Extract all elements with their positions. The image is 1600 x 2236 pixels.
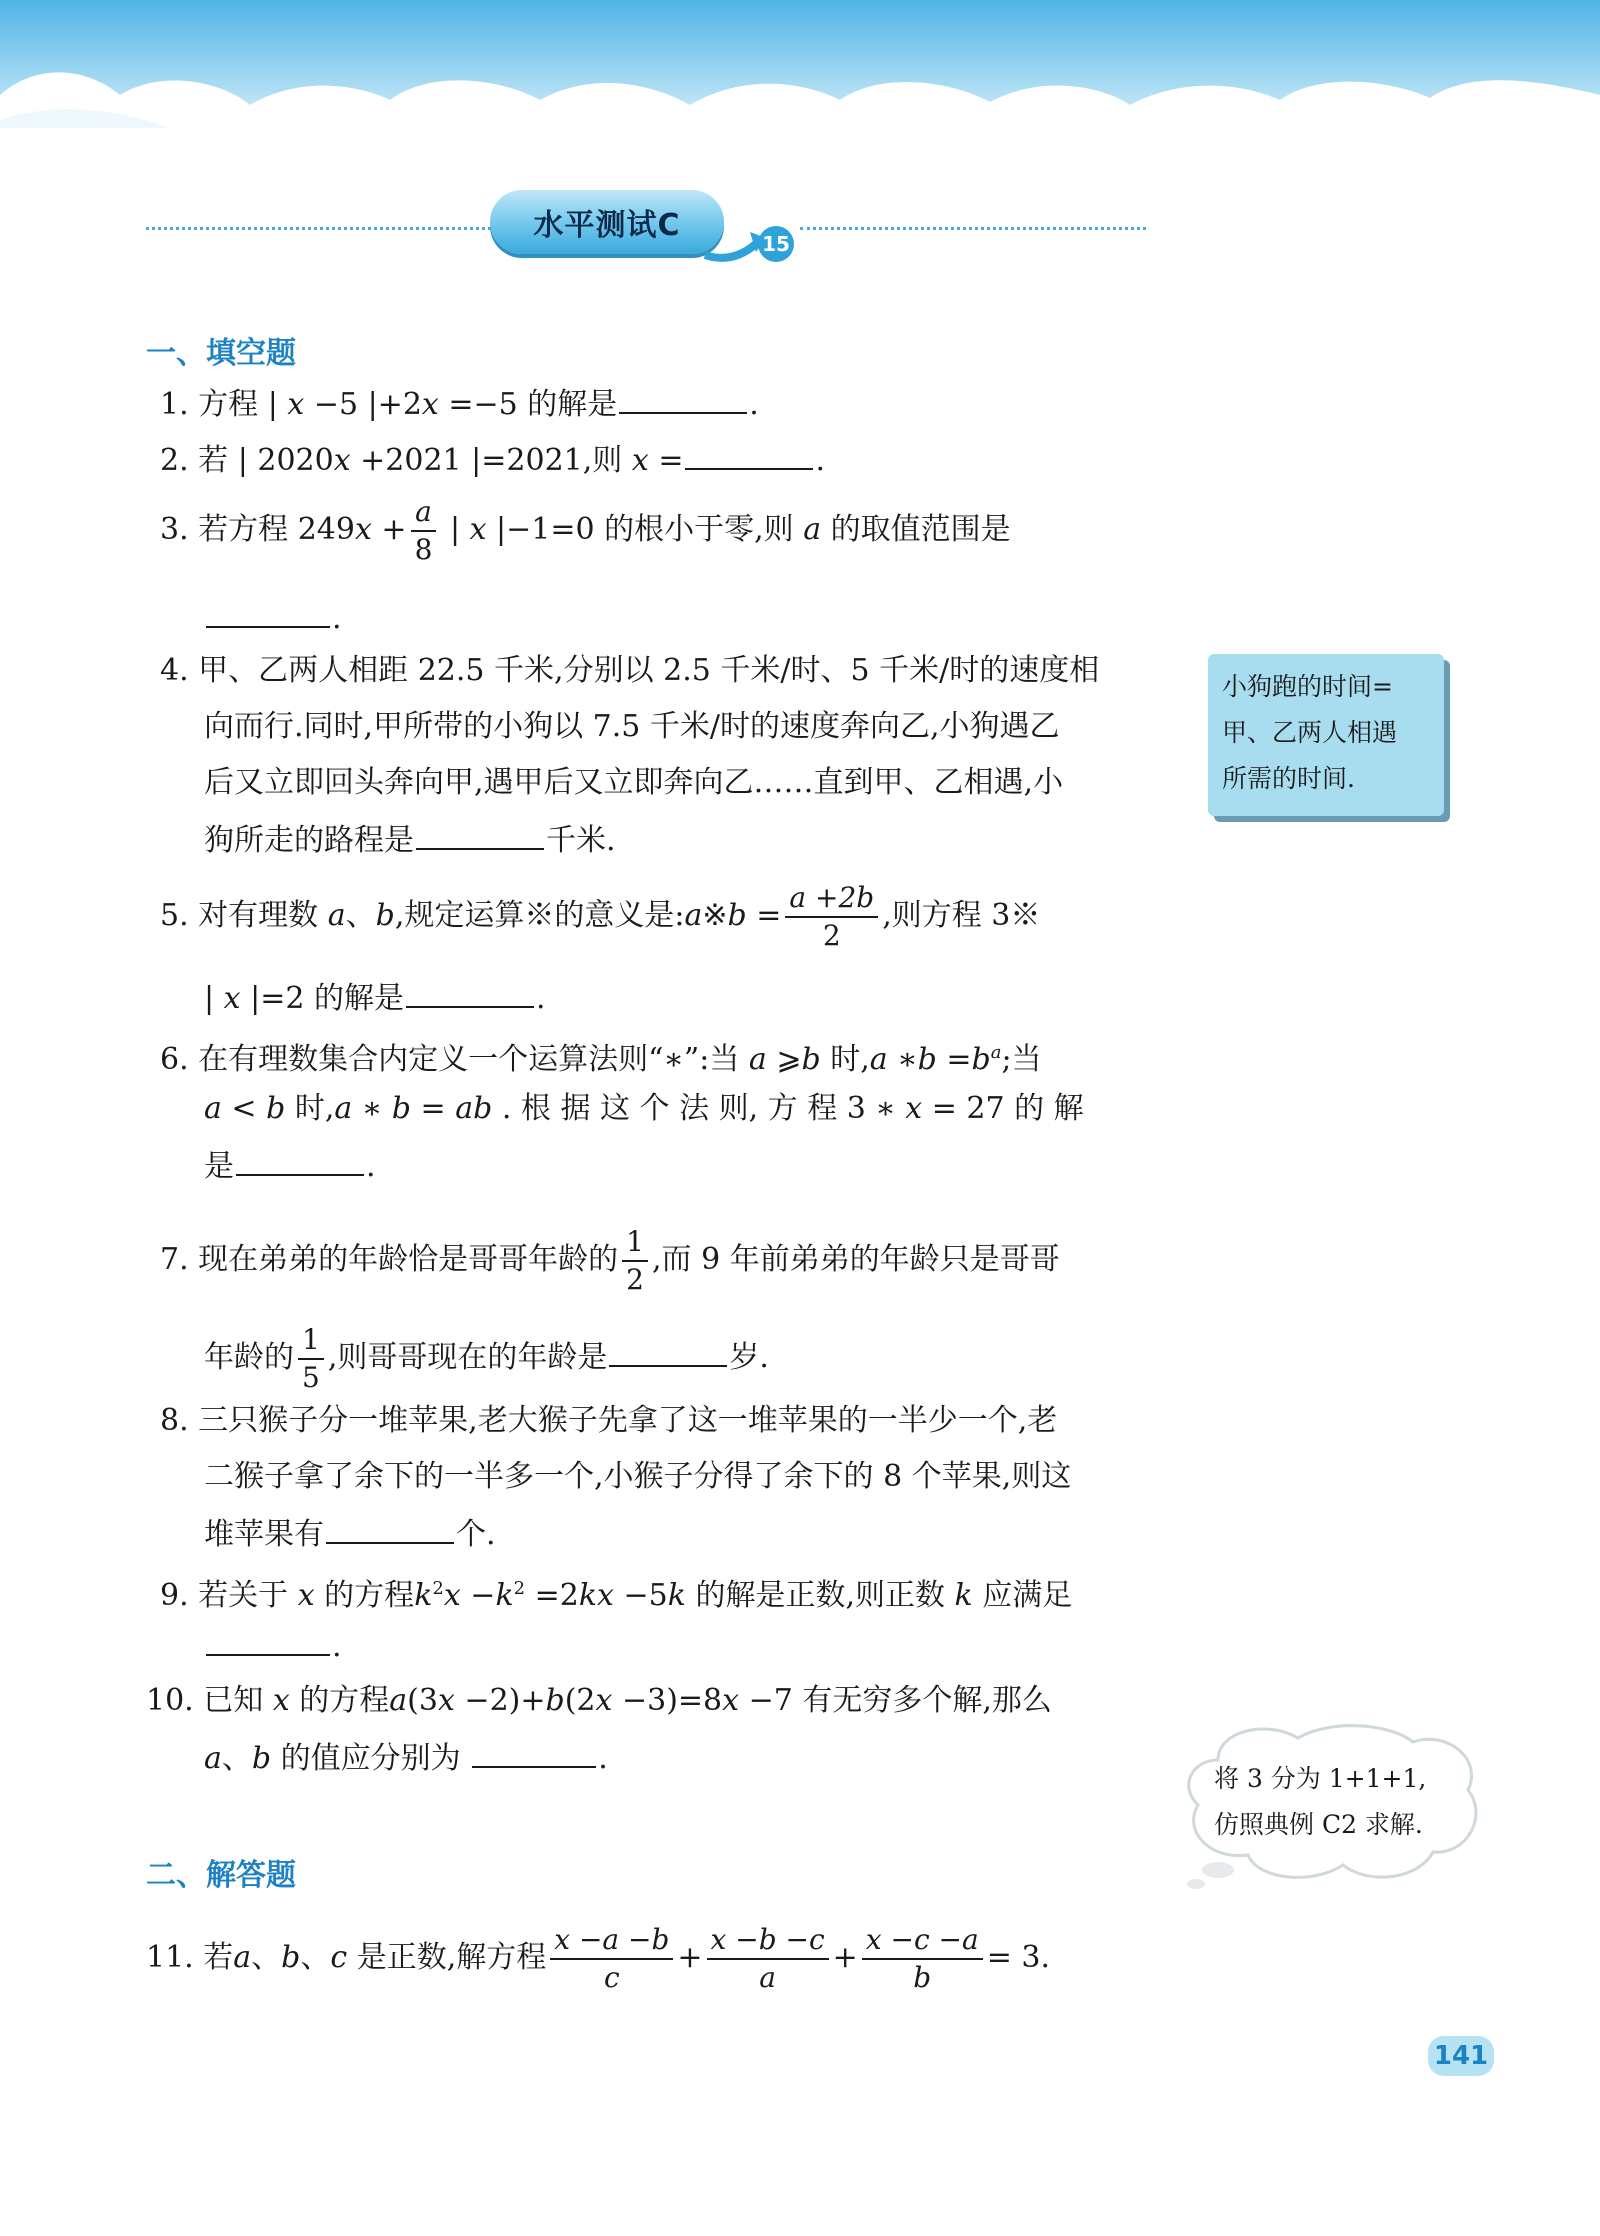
question-3-line2: .: [204, 600, 342, 636]
fraction: $\frac{x -c -a}{b}$: [862, 1926, 983, 1992]
question-8-line2: 二猴子拿了余下的一半多一个,小猴子分得了余下的 8 个苹果,则这: [204, 1459, 1072, 1494]
question-number: 7.: [160, 1242, 189, 1277]
title-divider-left: [146, 227, 491, 230]
question-2: 2. 若 | 2020x +2021 |=2021,则 x = .: [160, 443, 826, 478]
question-9-line2: .: [204, 1628, 342, 1664]
question-4: 4. 甲、乙两人相距 22.5 千米,分别以 2.5 千米/时、5 千米/时的速度相: [160, 653, 1100, 688]
answer-blank[interactable]: [236, 1148, 364, 1176]
answer-blank[interactable]: [416, 822, 544, 850]
question-number: 6.: [160, 1042, 189, 1077]
question-6-line3: 是 .: [204, 1149, 376, 1184]
question-number: 2.: [160, 443, 189, 478]
question-1: 1. 方程 | x −5 |+2x =−5 的解是 .: [160, 387, 759, 422]
side-note-dog: 小狗跑的时间= 甲、乙两人相遇 所需的时间.: [1208, 654, 1444, 816]
question-number: 9.: [160, 1578, 189, 1613]
answer-blank[interactable]: [685, 442, 813, 470]
hint-text: 将 3 分为 1+1+1, 仿照典例 C2 求解.: [1214, 1764, 1427, 1839]
question-5-line2: | x |=2 的解是 .: [204, 981, 546, 1016]
question-9: 9. 若关于 x 的方程$k^2x -k^2 =2kx -5k$ 的解是正数,则正数 k 应满足: [160, 1578, 1073, 1613]
question-number: 11.: [146, 1940, 194, 1975]
question-4-line4: 狗所走的路程是 千米.: [204, 823, 616, 858]
question-7-line2: 年龄的 $\frac{1}{5}$ ,则哥哥现在的年龄是 岁.: [204, 1323, 769, 1394]
fraction: $\frac{a +2b}{2}$: [785, 884, 878, 950]
question-10: 10. 已知 x 的方程a(3x −2)+b(2x −3)=8x −7 有无穷多个解,那么: [146, 1683, 1052, 1718]
section-heading-fill: 一、填空题: [146, 336, 296, 371]
question-8-line3: 堆苹果有 个.: [204, 1517, 496, 1552]
question-10-line2: a、b 的值应分别为 .: [204, 1741, 608, 1776]
question-3: 3. 若方程 249x + $\frac{a}{8}$ | x |−1=0 的根小于零,则 a 的取值范围是: [160, 495, 1011, 566]
question-7: 7. 现在弟弟的年龄恰是哥哥年龄的 $\frac{1}{2}$ ,而 9 年前弟弟的年龄只是哥哥: [160, 1225, 1060, 1296]
question-4-line3: 后又立即回头奔向甲,遇甲后又立即奔向乙……直到甲、乙相遇,小: [204, 765, 1064, 800]
answer-blank[interactable]: [609, 1339, 727, 1367]
question-8: 8. 三只猴子分一堆苹果,老大猴子先拿了这一堆苹果的一半少一个,老: [160, 1403, 1058, 1438]
fraction: $\frac{1}{2}$: [622, 1228, 648, 1294]
question-number: 1.: [160, 387, 189, 422]
answer-blank[interactable]: [619, 386, 747, 414]
answer-blank[interactable]: [406, 980, 534, 1008]
page-number: 141: [1428, 2036, 1494, 2076]
answer-blank[interactable]: [206, 1628, 330, 1656]
test-number-badge: 15: [758, 226, 794, 262]
question-6-line2: a < b 时,a ∗ b = ab . 根 据 这 个 法 则, 方 程 3 ∗ x = 27 的 解: [204, 1091, 1084, 1126]
question-number: 5.: [160, 898, 189, 933]
fraction: $\frac{x -b -c}{a}$: [707, 1926, 829, 1992]
question-11: 11. 若a、b、c 是正数,解方程 $\frac{x -a -b}{c}$ + $\frac{x -b -c}{a}$ + $\frac{x -c -a}{b}$ = 3.: [146, 1923, 1050, 1994]
title-divider-right: [800, 227, 1146, 230]
fraction: $\frac{1}{5}$: [298, 1326, 324, 1392]
question-number: 10.: [146, 1683, 194, 1718]
header-cloud-banner: [0, 0, 1600, 210]
question-6: 6. 在有理数集合内定义一个运算法则“∗”:当 a ⩾b 时,a ∗b $=b^a$;当: [160, 1042, 1042, 1077]
section-heading-solve: 二、解答题: [146, 1858, 296, 1893]
question-number: 3.: [160, 512, 189, 547]
question-number: 4.: [160, 653, 189, 688]
fraction: $\frac{a}{8}$: [411, 498, 437, 564]
test-title: 水平测试C: [490, 190, 724, 254]
answer-blank[interactable]: [326, 1516, 454, 1544]
question-number: 8.: [160, 1403, 189, 1438]
answer-blank[interactable]: [472, 1740, 596, 1768]
answer-blank[interactable]: [206, 600, 330, 628]
fraction: $\frac{x -a -b}{c}$: [550, 1926, 673, 1992]
question-4-line2: 向而行.同时,甲所带的小狗以 7.5 千米/时的速度奔向乙,小狗遇乙: [204, 709, 1060, 744]
question-5: 5. 对有理数 a、b,规定运算※的意义是:a※b = $\frac{a +2b}{2}$ ,则方程 3※: [160, 881, 1041, 952]
